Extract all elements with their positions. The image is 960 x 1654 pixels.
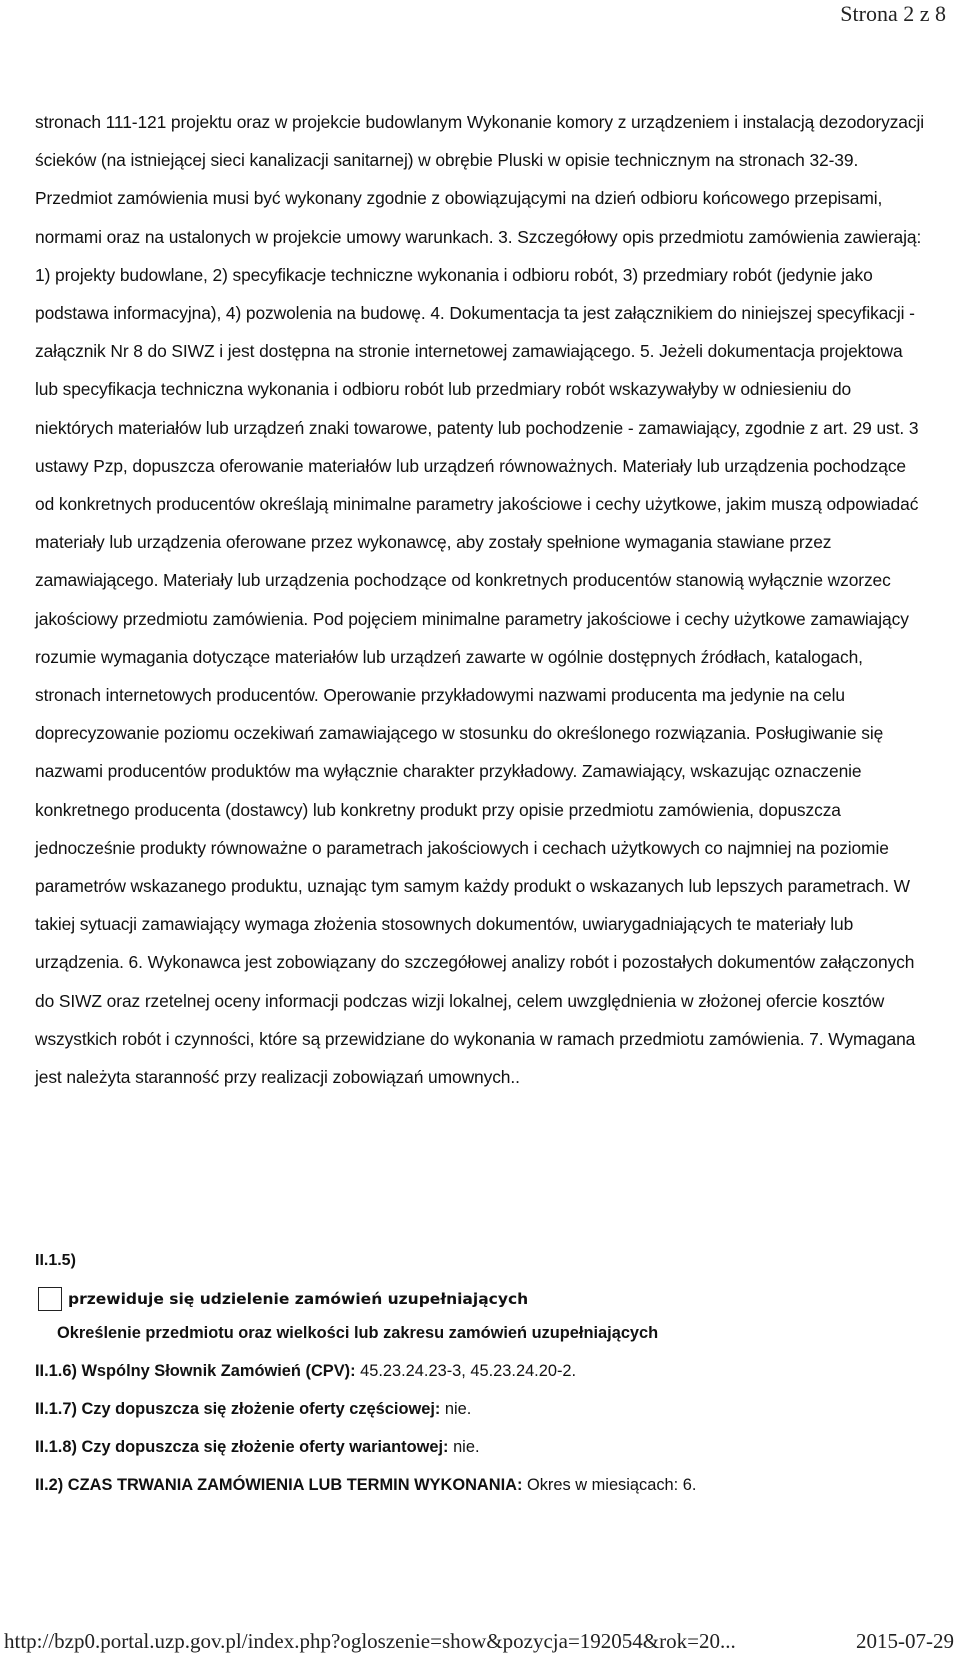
footer-url: http://bzp0.portal.uzp.gov.pl/index.php?ogloszenie=show&pozycja=192054&rok=20... [4,1629,736,1653]
duration-line [35,1474,696,1496]
variant-offer-line [35,1436,480,1458]
variant-offer-label: II.1.8) Czy dopuszcza się złożenie oferty wariantowej: [35,1438,449,1456]
supplementary-orders-option [38,1287,528,1311]
cpv-value: 45.23.24.23-3, 45.23.24.20-2. [355,1362,577,1380]
cpv-line [35,1360,576,1382]
partial-offer-line [35,1398,471,1420]
duration-label: II.2) CZAS TRWANIA ZAMÓWIENIA LUB TERMIN WYKONANIA: [35,1476,523,1494]
supplementary-orders-subheading: Określenie przedmiotu oraz wielkości lub zakresu zamówień uzupełniających [57,1324,659,1342]
body-paragraph: stronach 111-121 projektu oraz w projekcie budowlanym Wykonanie komory z urządzeniem i instalacją dezodoryzacji ścieków (na istniejącej sieci kanalizacji sanitarnej) w obrębie Pluski w opisie technicznym na stronach 32-39. Przedmiot zamówienia musi być wykonany zgodnie z obowiązującymi na dzień odbioru końcowego przepisami, normami oraz na ustalonych w projekcie umowy warunkach. 3. Szczegółowy opis przedmiotu zamówienia zawierają: 1) projekty budowlane, 2) specyfikacje techniczne wykonania i odbioru robót, 3) przedmiary robót (jedynie jako podstawa informacyjna), 4) pozwolenia na budowę. 4. Dokumentacja ta jest załącznikiem do niniejszej specyfikacji - załącznik Nr 8 do SIWZ i jest dostępna na stronie internetowej zamawiającego. 5. Jeżeli dokumentacja projektowa lub specyfikacja techniczna wykonania i odbioru robót lub przedmiary robót wskazywałyby w odniesieniu do niektórych materiałów lub urządzeń znaki towarowe, patenty lub pochodzenie - zamawiający, zgodnie z art. 29 ust. 3 ustawy Pzp, dopuszcza oferowanie materiałów lub urządzeń równoważnych. Materiały lub urządzenia pochodzące od konkretnych producentów określają minimalne parametry jakościowe i cechy użytkowe, jakim muszą odpowiadać materiały lub urządzenia oferowane przez wykonawcę, aby zostały spełnione wymagania stawiane przez zamawiającego. Materiały lub urządzenia pochodzące od konkretnych producentów stanowią wyłącznie wzorzec jakościowy przedmiotu zamówienia. Pod pojęciem minimalne parametry jakościowe i cechy użytkowe zamawiający rozumie wymagania dotyczące materiałów lub urządzeń zawarte w ogólnie dostępnych źródłach, katalogach, stronach internetowych producentów. Operowanie przykładowymi nazwami producenta ma jedynie na celu doprecyzowanie poziomu oczekiwań zamawiającego w stosunku do określonego rozwiązania. Posługiwanie się nazwami producentów produktów ma wyłącznie charakter przykładowy. Zamawiający, wskazując oznaczenie konkretnego producenta (dostawcy) lub konkretny produkt przy opisie przedmiotu zamówienia, dopuszcza jednocześnie produkty równoważne o parametrach jakościowych i cechach użytkowych co najmniej na poziomie parametrów wskazanego produktu, uznając tym samym każdy produkt o wskazanych lub lepszych parametrach. W takiej sytuacji zamawiający wymaga złożenia stosownych dokumentów, uwiarygadniających te materiały lub urządzenia. 6. Wykonawca jest zobowiązany do szczegółowej analizy robót i pozostałych dokumentów załączonych do SIWZ oraz rzetelnej oceny informacji podczas wizji lokalnej, celem uwzględnienia w złożonej ofercie kosztów wszystkich robót i czynności, które są przewidziane do wykonania w ramach przedmiotu zamówienia. 7. Wymagana jest należyta staranność przy realizacji zobowiązań umownych.. [35,112,924,1088]
duration-value: Okres w miesiącach: 6. [522,1476,697,1494]
variant-offer-value: nie. [448,1438,480,1456]
supplementary-orders-label: przewiduje się udzielenie zamówień uzupełniających [68,1290,529,1308]
partial-offer-label: II.1.7) Czy dopuszcza się złożenie oferty częściowej: [35,1400,441,1418]
supplementary-orders-checkbox[interactable] [38,1287,62,1311]
footer-date: 2015-07-29 [856,1629,954,1653]
cpv-label: II.1.6) Wspólny Słownik Zamówień (CPV): [35,1362,356,1380]
page-number: Strona 2 z 8 [840,1,946,26]
section-id-ii-1-5: II.1.5) [35,1252,76,1269]
partial-offer-value: nie. [440,1400,472,1418]
